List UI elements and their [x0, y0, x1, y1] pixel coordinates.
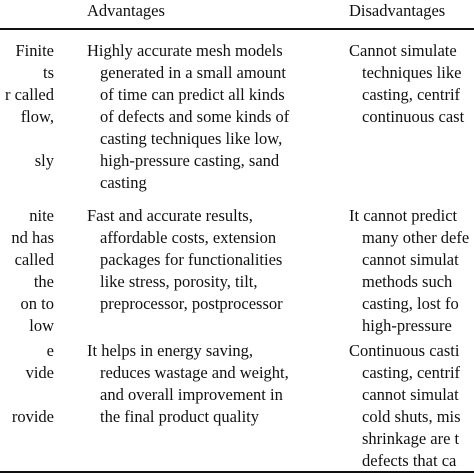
row-3-advantages-cell	[87, 340, 289, 428]
row-3-method-line: e	[46, 341, 54, 360]
row-2-method-line: on to	[20, 294, 54, 313]
row-3-method-line	[0, 384, 54, 406]
row-2-disadvantages-line: high-pressure	[362, 316, 452, 335]
row-2-method-line: nite	[29, 206, 54, 225]
row-3-method-line: rovide	[11, 407, 54, 426]
row-2-advantages-line: Fast and accurate results,	[87, 206, 253, 225]
row-1-method-line: ts	[42, 63, 54, 82]
row-3-method-cell	[0, 340, 54, 428]
row-1-advantages-cell	[87, 40, 289, 194]
row-1-method-line: flow,	[20, 107, 54, 126]
table-header-row	[0, 0, 474, 28]
row-2-disadvantages-line: It cannot predict	[349, 206, 458, 225]
row-1-disadvantages-cell	[349, 40, 464, 128]
row-3-disadvantages-line: cold shuts, mis	[362, 407, 461, 426]
row-1-method-cell	[0, 40, 54, 172]
row-1-advantages-line: high-pressure casting, sand	[100, 151, 280, 170]
header-disadvantages: Disadvantages	[349, 1, 446, 20]
row-1-disadvantages-line: casting, centrif	[362, 85, 461, 104]
row-2-advantages-line: preprocessor, postprocessor	[100, 294, 283, 313]
row-2-disadvantages-line: casting, lost fo	[362, 294, 459, 313]
row-3-disadvantages-line: defects that ca	[362, 451, 457, 470]
row-2-disadvantages-line: cannot simulat	[362, 250, 459, 269]
row-3-disadvantages-line: casting, centrif	[362, 363, 461, 382]
row-1-method-line: Finite	[15, 41, 54, 60]
row-1-advantages-line: generated in a small amount	[100, 63, 287, 82]
row-2-method-line: the	[33, 272, 54, 291]
row-3-disadvantages-line: Continuous casti	[349, 341, 460, 360]
row-3-advantages-line: reduces wastage and weight,	[100, 363, 289, 382]
row-2-advantages-line: affordable costs, extension	[100, 228, 277, 247]
row-2-disadvantages-line: methods such	[362, 272, 453, 291]
header-advantages: Advantages	[87, 1, 165, 20]
row-2-advantages-cell	[87, 205, 283, 315]
row-1-method-line	[0, 128, 54, 150]
row-3-disadvantages-line: cannot simulat	[362, 385, 459, 404]
row-1-advantages-line: casting	[100, 173, 147, 192]
table-bottom-rule	[0, 471, 474, 473]
row-3-method-line: vide	[25, 363, 54, 382]
header-rule	[0, 28, 474, 30]
row-1-advantages-line: of defects and some kinds of	[100, 107, 290, 126]
row-2-advantages-line: like stress, porosity, tilt,	[100, 272, 258, 291]
row-2-method-line: nd has	[11, 228, 54, 247]
row-2-advantages-line: packages for functionalities	[100, 250, 283, 269]
row-2-disadvantages-cell	[349, 205, 469, 337]
row-2-method-line: low	[29, 316, 54, 335]
row-1-advantages-line: of time can predict all kinds	[100, 85, 285, 104]
row-3-disadvantages-line: shrinkage are t	[362, 429, 460, 448]
row-1-advantages-line: casting techniques like low,	[100, 129, 283, 148]
row-1-advantages-line: Highly accurate mesh models	[87, 41, 283, 60]
row-2-disadvantages-line: many other defe	[362, 228, 470, 247]
row-1-method-line: r called	[4, 85, 54, 104]
row-1-method-line: sly	[34, 151, 54, 170]
row-1-disadvantages-line: continuous cast	[362, 107, 465, 126]
row-3-advantages-line: and overall improvement in	[100, 385, 283, 404]
row-2-method-cell	[0, 205, 54, 337]
row-1-disadvantages-line: Cannot simulate	[349, 41, 457, 60]
row-3-advantages-line: the final product quality	[100, 407, 259, 426]
row-3-advantages-line: It helps in energy saving,	[87, 341, 254, 360]
row-3-disadvantages-cell	[349, 340, 461, 472]
row-1-disadvantages-line: techniques like	[362, 63, 462, 82]
row-2-method-line: called	[14, 250, 54, 269]
